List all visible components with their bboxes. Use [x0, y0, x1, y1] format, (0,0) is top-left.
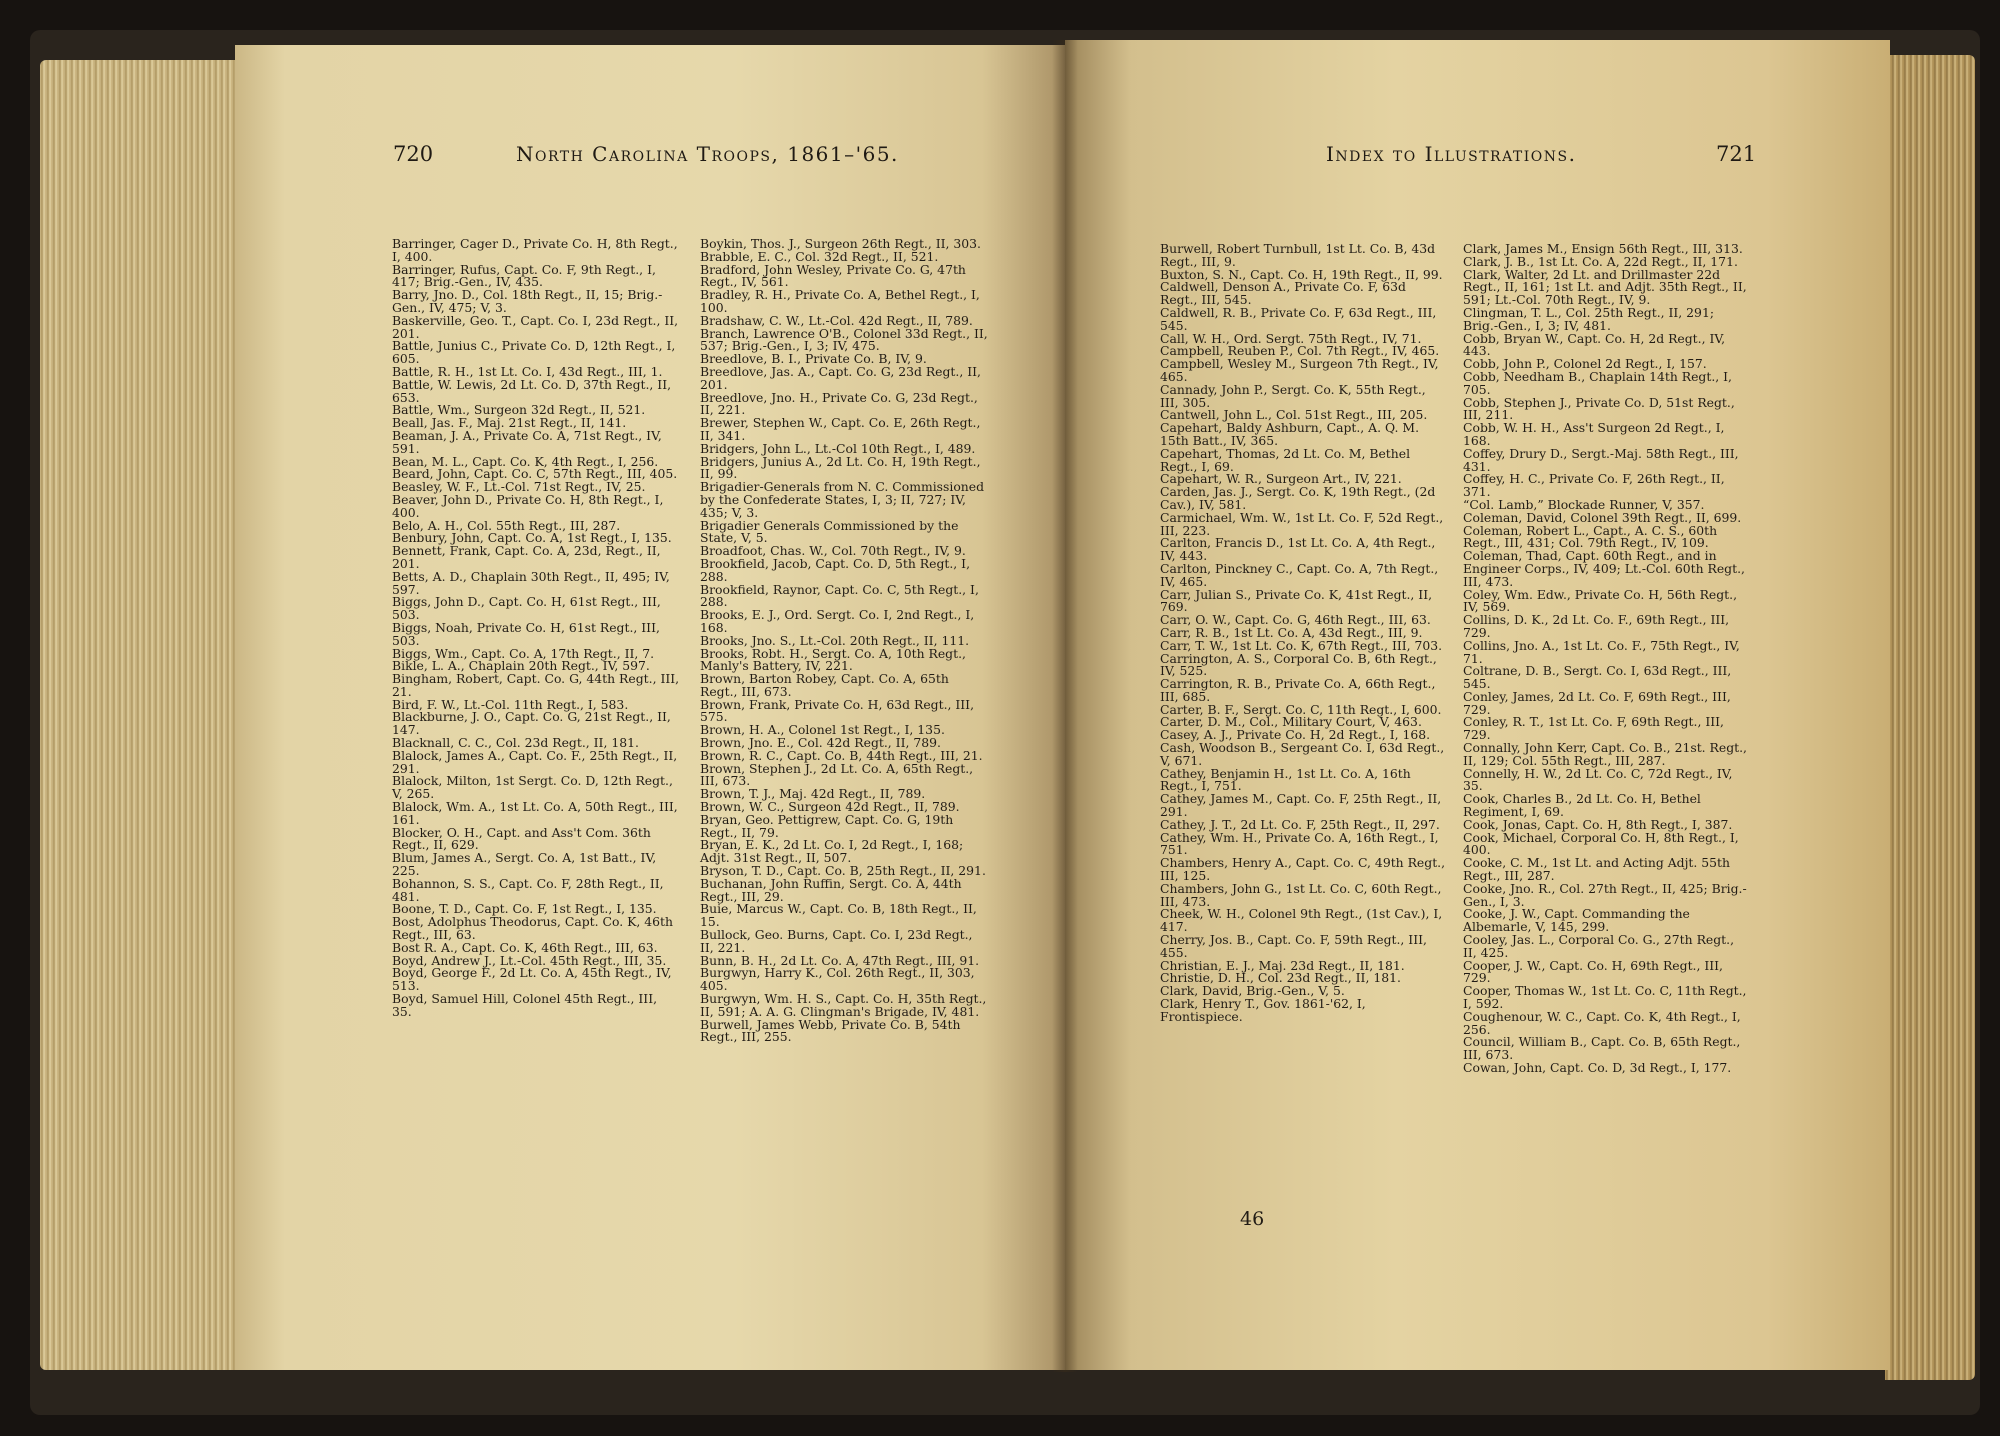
- index-entry: Collins, Jno. A., 1st Lt. Co. F., 75th Regt., IV, 71.: [1463, 637, 1740, 666]
- index-entry: Beaver, John D., Private Co. H, 8th Regt., I, 400.: [392, 491, 664, 520]
- left-page-column-1: [392, 238, 680, 1019]
- index-entry: Bryson, T. D., Capt. Co. B, 25th Regt., II, 291.: [700, 863, 986, 879]
- index-entry: Bradshaw, C. W., Lt.-Col. 42d Regt., II, 789.: [700, 312, 973, 328]
- index-entry: Burwell, James Webb, Private Co. B, 54th Regt., III, 255.: [700, 1016, 961, 1045]
- index-entry: Christie, D. H., Col. 23d Regt., II, 181.: [1160, 970, 1401, 986]
- index-entry: Brooks, E. J., Ord. Sergt. Co. I, 2nd Regt., I, 168.: [700, 607, 975, 635]
- index-entry: Cobb, Needham B., Chaplain 14th Regt., I, 705.: [1463, 368, 1732, 397]
- index-entry: Cathey, Wm. H., Private Co. A, 16th Regt., I, 751.: [1160, 829, 1439, 858]
- index-entry: Carden, Jas. J., Sergt. Co. K, 19th Regt., (2d Cav.), IV, 581.: [1160, 484, 1436, 512]
- index-entry: Blalock, Wm. A., 1st Lt. Co. A, 50th Regt., III, 161.: [392, 799, 678, 827]
- signature-mark: 46: [1240, 1208, 1265, 1230]
- index-entry: Casey, A. J., Private Co. H, 2d Regt., I, 168.: [1160, 727, 1431, 743]
- index-entry: “Col. Lamb,” Blockade Runner, V, 357.: [1463, 496, 1705, 512]
- index-entry: Clark, Henry T., Gov. 1861-'62, I, Frontispiece.: [1160, 996, 1366, 1024]
- index-entry: Benbury, John, Capt. Co. A, 1st Regt., I, 135.: [392, 530, 672, 546]
- index-entry: Coley, Wm. Edw., Private Co. H, 56th Regt., IV, 569.: [1463, 586, 1738, 615]
- index-entry: Biggs, Wm., Capt. Co. A, 17th Regt., II, 7.: [392, 645, 655, 661]
- index-entry: Bennett, Frank, Capt. Co. A, 23d, Regt., II, 201.: [392, 543, 661, 571]
- index-entry: Cathey, James M., Capt. Co. F, 25th Regt., II, 291.: [1160, 791, 1442, 820]
- index-entry: Clark, J. B., 1st Lt. Co. A, 22d Regt., II, 171.: [1463, 253, 1738, 269]
- index-entry: Coltrane, D. B., Sergt. Co. I, 63d Regt., III, 545.: [1463, 663, 1732, 692]
- index-entry: Buie, Marcus W., Capt. Co. B, 18th Regt., II, 15.: [700, 901, 977, 930]
- index-entry: Caldwell, R. B., Private Co. F, 63d Regt., III, 545.: [1160, 304, 1437, 333]
- right-page-column-1: [1160, 243, 1447, 1024]
- index-entry: Bohannon, S. S., Capt. Co. F, 28th Regt., II, 481.: [392, 875, 664, 904]
- index-entry: Brown, H. A., Colonel 1st Regt., I, 135.: [700, 722, 945, 738]
- left-page-column-2: [700, 238, 988, 1044]
- index-entry: Cooley, Jas. L., Corporal Co. G., 27th Regt., II, 425.: [1463, 932, 1735, 960]
- index-entry: Broadfoot, Chas. W., Col. 70th Regt., IV, 9.: [700, 543, 966, 559]
- index-entry: Barringer, Rufus, Capt. Co. F, 9th Regt., I, 417; Brig.-Gen., IV, 435.: [392, 261, 656, 290]
- index-entry: Cooke, J. W., Capt. Commanding the Albemarle, V, 145, 299.: [1463, 906, 1690, 935]
- index-entry: Collins, D. K., 2d Lt. Co. F., 69th Regt., III, 729.: [1463, 612, 1730, 640]
- index-entry: Carrington, A. S., Corporal Co. B, 6th Regt., IV, 525.: [1160, 650, 1437, 679]
- index-entry: Clark, Walter, 2d Lt. and Drillmaster 22d Regt., II, 161; 1st Lt. and Adjt. 35th Regt., II, 591; Lt.-Col. 70th Regt., IV, 9.: [1463, 266, 1747, 308]
- index-entry: Bryan, Geo. Pettigrew, Capt. Co. G, 19th Regt., II, 79.: [700, 811, 954, 840]
- index-entry: Coffey, Drury D., Sergt.-Maj. 58th Regt., III, 431.: [1463, 445, 1739, 474]
- page-edges-left: [40, 60, 255, 1370]
- index-entry: Burwell, Robert Turnbull, 1st Lt. Co. B, 43d Regt., III, 9.: [1160, 241, 1436, 269]
- index-entry: Bunn, B. H., 2d Lt. Co. A, 47th Regt., III, 91.: [700, 952, 980, 968]
- index-entry: Cooke, Jno. R., Col. 27th Regt., II, 425; Brig.-Gen., I, 3.: [1463, 880, 1747, 909]
- book-gutter: [1052, 40, 1078, 1372]
- index-entry: Buchanan, John Ruffin, Sergt. Co. A, 44th Regt., III, 29.: [700, 875, 962, 904]
- index-entry: Caldwell, Denson A., Private Co. F, 63d Regt., III, 545.: [1160, 279, 1406, 308]
- index-entry: Blacknall, C. C., Col. 23d Regt., II, 181.: [392, 735, 639, 751]
- index-entry: Blalock, James A., Capt. Co. F., 25th Regt., II, 291.: [392, 747, 678, 776]
- index-entry: Capehart, Baldy Ashburn, Capt., A. Q. M. 15th Batt., IV, 365.: [1160, 420, 1420, 448]
- index-entry: Campbell, Reuben P., Col. 7th Regt., IV, 465.: [1160, 343, 1440, 359]
- index-entry: Chambers, Henry A., Capt. Co. C, 49th Regt., III, 125.: [1160, 855, 1446, 884]
- right-page-number: 721: [1716, 142, 1757, 166]
- index-entry: Battle, R. H., 1st Lt. Co. I, 43d Regt., III, 1.: [392, 363, 663, 379]
- index-entry: Cantwell, John L., Col. 51st Regt., III, 205.: [1160, 407, 1428, 423]
- index-entry: Carrington, R. B., Private Co. A, 66th Regt., III, 685.: [1160, 676, 1436, 704]
- index-entry: Coleman, Robert L., Capt., A. C. S., 60th Regt., III, 431; Col. 79th Regt., IV, 109.: [1463, 522, 1718, 551]
- index-entry: Carter, B. F., Sergt. Co. C, 11th Regt., I, 600.: [1160, 701, 1442, 717]
- index-entry: Cobb, Bryan W., Capt. Co. H, 2d Regt., IV, 443.: [1463, 330, 1726, 359]
- right-page-column-2: [1463, 243, 1750, 1075]
- index-entry: Carter, D. M., Col., Military Court, V, 463.: [1160, 714, 1422, 730]
- index-entry: Carr, R. B., 1st Lt. Co. A, 43d Regt., III, 9.: [1160, 624, 1423, 640]
- index-entry: Biggs, John D., Capt. Co. H, 61st Regt., III, 503.: [392, 594, 661, 623]
- index-entry: Cook, Michael, Corporal Co. H, 8th Regt., I, 400.: [1463, 829, 1739, 858]
- index-entry: Cannady, John P., Sergt. Co. K, 55th Regt., III, 305.: [1160, 381, 1426, 410]
- index-entry: Baskerville, Geo. T., Capt. Co. I, 23d Regt., II, 201.: [392, 312, 679, 341]
- index-entry: Bryan, E. K., 2d Lt. Co. I, 2d Regt., I, 168; Adjt. 31st Regt., II, 507.: [700, 837, 964, 866]
- left-page-number: 720: [393, 142, 434, 166]
- index-entry: Brooks, Robt. H., Sergt. Co. A, 10th Regt., Manly's Battery, IV, 221.: [700, 645, 966, 674]
- index-entry: Beasley, W. F., Lt.-Col. 71st Regt., IV, 25.: [392, 479, 646, 495]
- index-entry: Clark, James M., Ensign 56th Regt., III, 313.: [1463, 241, 1743, 256]
- index-entry: Connally, John Kerr, Capt. Co. B., 21st. Regt., II, 129; Col. 55th Regt., III, 287.: [1463, 740, 1747, 768]
- index-entry: Conley, R. T., 1st Lt. Co. F, 69th Regt., III, 729.: [1463, 714, 1724, 743]
- index-entry: Blum, James A., Sergt. Co. A, 1st Batt., IV, 225.: [392, 850, 657, 879]
- index-entry: Coughenour, W. C., Capt. Co. K, 4th Regt., I, 256.: [1463, 1008, 1741, 1037]
- index-entry: Bean, M. L., Capt. Co. K, 4th Regt., I, 256.: [392, 453, 659, 469]
- index-entry: Chambers, John G., 1st Lt. Co. C, 60th Regt., III, 473.: [1160, 880, 1442, 909]
- index-entry: Beard, John, Capt. Co. C, 57th Regt., III, 405.: [392, 466, 678, 482]
- index-entry: Cooper, Thomas W., 1st Lt. Co. C, 11th Regt., I, 592.: [1463, 983, 1747, 1012]
- index-entry: Cobb, John P., Colonel 2d Regt., I, 157.: [1463, 356, 1707, 372]
- index-entry: Carr, T. W., 1st Lt. Co. K, 67th Regt., III, 703.: [1160, 637, 1443, 653]
- index-entry: Brown, T. J., Maj. 42d Regt., II, 789.: [700, 786, 926, 802]
- index-entry: Bingham, Robert, Capt. Co. G, 44th Regt., III, 21.: [392, 671, 680, 699]
- index-entry: Carr, Julian S., Private Co. K, 41st Regt., II, 769.: [1160, 586, 1433, 615]
- index-entry: Brown, Stephen J., 2d Lt. Co. A, 65th Regt., III, 673.: [700, 760, 974, 789]
- index-entry: Cooke, C. M., 1st Lt. and Acting Adjt. 55th Regt., III, 287.: [1463, 855, 1731, 884]
- right-running-head: Index to Illustrations.: [1326, 142, 1577, 166]
- index-entry: Barry, Jno. D., Col. 18th Regt., II, 15; Brig.-Gen., IV, 475; V, 3.: [392, 287, 663, 315]
- index-entry: Bikle, L. A., Chaplain 20th Regt., IV, 597.: [392, 658, 650, 674]
- index-entry: Blackburne, J. O., Capt. Co. G, 21st Regt., II, 147.: [392, 709, 671, 738]
- index-entry: Cash, Woodson B., Sergeant Co. I, 63d Regt., V, 671.: [1160, 740, 1445, 768]
- page-edges-right: [1885, 55, 1975, 1380]
- index-entry: Clark, David, Brig.-Gen., V, 5.: [1160, 983, 1345, 999]
- index-entry: Carlton, Pinckney C., Capt. Co. A, 7th Regt., IV, 465.: [1160, 560, 1439, 589]
- index-entry: Boone, T. D., Capt. Co. F, 1st Regt., I, 135.: [392, 901, 657, 917]
- index-entry: Brookfield, Jacob, Capt. Co. D, 5th Regt., I, 288.: [700, 555, 971, 584]
- index-entry: Council, William B., Capt. Co. B, 65th Regt., III, 673.: [1463, 1034, 1741, 1063]
- index-entry: Cheek, W. H., Colonel 9th Regt., (1st Cav.), I, 417.: [1160, 906, 1443, 935]
- index-entry: Bost, Adolphus Theodorus, Capt. Co. K, 46th Regt., III, 63.: [392, 914, 673, 943]
- index-entry: Cherry, Jos. B., Capt. Co. F, 59th Regt., III, 455.: [1160, 932, 1427, 960]
- index-entry: Brown, Jno. E., Col. 42d Regt., II, 789.: [700, 735, 941, 751]
- index-entry: Bradford, John Wesley, Private Co. G, 47th Regt., IV, 561.: [700, 261, 966, 290]
- index-entry: Boyd, Andrew J., Lt.-Col. 45th Regt., III, 35.: [392, 952, 667, 968]
- index-entry: Brown, R. C., Capt. Co. B, 44th Regt., III, 21.: [700, 747, 983, 763]
- index-entry: Boykin, Thos. J., Surgeon 26th Regt., II, 303.: [700, 236, 981, 251]
- index-entry: Campbell, Wesley M., Surgeon 7th Regt., IV, 465.: [1160, 356, 1439, 384]
- index-entry: Christian, E. J., Maj. 23d Regt., II, 181.: [1160, 957, 1405, 973]
- index-entry: Call, W. H., Ord. Sergt. 75th Regt., IV, 71.: [1160, 330, 1422, 346]
- index-entry: Branch, Lawrence O'B., Colonel 33d Regt., II, 537; Brig.-Gen., I, 3; IV, 475.: [700, 325, 988, 354]
- index-entry: Boyd, Samuel Hill, Colonel 45th Regt., III, 35.: [392, 991, 658, 1019]
- index-entry: Cathey, J. T., 2d Lt. Co. F, 25th Regt., II, 297.: [1160, 816, 1440, 832]
- index-entry: Blalock, Milton, 1st Sergt. Co. D, 12th Regt., V, 265.: [392, 773, 673, 802]
- index-entry: Blocker, O. H., Capt. and Ass't Com. 36th Regt., II, 629.: [392, 824, 651, 853]
- index-entry: Coffey, H. C., Private Co. F, 26th Regt., II, 371.: [1463, 471, 1725, 500]
- index-entry: Betts, A. D., Chaplain 30th Regt., II, 495; IV, 597.: [392, 568, 670, 597]
- index-entry: Coleman, David, Colonel 39th Regt., II, 699.: [1463, 509, 1742, 525]
- index-entry: Bird, F. W., Lt.-Col. 11th Regt., I, 583.: [392, 696, 629, 712]
- index-entry: Brabble, E. C., Col. 32d Regt., II, 521.: [700, 248, 939, 264]
- index-entry: Battle, Junius C., Private Co. D, 12th Regt., I, 605.: [392, 338, 676, 367]
- index-entry: Beaman, J. A., Private Co. A, 71st Regt., IV, 591.: [392, 427, 662, 456]
- index-entry: Biggs, Noah, Private Co. H, 61st Regt., III, 503.: [392, 619, 660, 648]
- index-entry: Bost R. A., Capt. Co. K, 46th Regt., III, 63.: [392, 939, 658, 955]
- index-entry: Battle, W. Lewis, 2d Lt. Co. D, 37th Regt., II, 653.: [392, 376, 672, 405]
- index-entry: Cook, Jonas, Capt. Co. H, 8th Regt., I, 387.: [1463, 816, 1733, 832]
- index-entry: Breedlove, B. I., Private Co. B, IV, 9.: [700, 351, 927, 367]
- index-entry: Connelly, H. W., 2d Lt. Co. C, 72d Regt., IV, 35.: [1463, 765, 1733, 794]
- index-entry: Cook, Charles B., 2d Lt. Co. H, Bethel Regiment, I, 69.: [1463, 791, 1701, 820]
- index-entry: Brown, W. C., Surgeon 42d Regt., II, 789.: [700, 799, 960, 815]
- index-entry: Boyd, George F., 2d Lt. Co. A, 45th Regt., IV, 513.: [392, 965, 672, 994]
- index-entry: Coleman, Thad, Capt. 60th Regt., and in Engineer Corps., IV, 409; Lt.-Col. 60th Regt., III, 473.: [1463, 548, 1745, 589]
- index-entry: Capehart, W. R., Surgeon Art., IV, 221.: [1160, 471, 1402, 487]
- index-entry: Barringer, Cager D., Private Co. H, 8th Regt., I, 400.: [392, 236, 678, 264]
- index-entry: Capehart, Thomas, 2d Lt. Co. M, Bethel Regt., I, 69.: [1160, 445, 1411, 474]
- index-entry: Brewer, Stephen W., Capt. Co. E, 26th Regt., II, 341.: [700, 415, 981, 443]
- index-entry: Burgwyn, Wm. H. S., Capt. Co. H, 35th Regt., II, 591; A. A. G. Clingman's Brigade, IV, 481.: [700, 991, 987, 1019]
- index-entry: Cooper, J. W., Capt. Co. H, 69th Regt., III, 729.: [1463, 957, 1723, 986]
- index-entry: Breedlove, Jas. A., Capt. Co. G, 23d Regt., II, 201.: [700, 363, 981, 392]
- index-entry: Clingman, T. L., Col. 25th Regt., II, 291; Brig.-Gen., I, 3; IV, 481.: [1463, 304, 1714, 333]
- index-entry: Conley, James, 2d Lt. Co. F, 69th Regt., III, 729.: [1463, 688, 1731, 717]
- index-entry: Brown, Barton Robey, Capt. Co. A, 65th Regt., III, 673.: [700, 671, 949, 699]
- left-running-head: North Carolina Troops, 1861–'65.: [516, 142, 899, 166]
- index-entry: Carr, O. W., Capt. Co. G, 46th Regt., III, 63.: [1160, 612, 1431, 628]
- index-entry: Bradley, R. H., Private Co. A, Bethel Regt., I, 100.: [700, 287, 980, 315]
- index-entry: Cobb, W. H. H., Ass't Surgeon 2d Regt., I, 168.: [1463, 420, 1725, 448]
- index-entry: Carmichael, Wm. W., 1st Lt. Co. F, 52d Regt., III, 223.: [1160, 509, 1444, 538]
- index-entry: Burgwyn, Harry K., Col. 26th Regt., II, 303, 405.: [700, 965, 975, 994]
- index-entry: Bridgers, John L., Lt.-Col 10th Regt., I, 489.: [700, 440, 976, 456]
- index-entry: Beall, Jas. F., Maj. 21st Regt., II, 141.: [392, 415, 627, 431]
- index-entry: Cowan, John, Capt. Co. D, 3d Regt., I, 177.: [1463, 1060, 1732, 1075]
- index-entry: Breedlove, Jno. H., Private Co. G, 23d Regt., II, 221.: [700, 389, 978, 418]
- index-entry: Bridgers, Junius A., 2d Lt. Co. H, 19th Regt., II, 99.: [700, 453, 981, 482]
- index-entry: Carlton, Francis D., 1st Lt. Co. A, 4th Regt., IV, 443.: [1160, 535, 1436, 564]
- index-entry: Bullock, Geo. Burns, Capt. Co. I, 23d Regt., II, 221.: [700, 927, 973, 955]
- index-entry: Buxton, S. N., Capt. Co. H, 19th Regt., II, 99.: [1160, 266, 1443, 282]
- index-entry: Brookfield, Raynor, Capt. Co. C, 5th Regt., I, 288.: [700, 581, 979, 610]
- index-entry: Brown, Frank, Private Co. H, 63d Regt., III, 575.: [700, 696, 975, 725]
- index-entry: Brigadier Generals Commissioned by the State, V, 5.: [700, 517, 959, 546]
- index-entry: Brigadier-Generals from N. C. Commissioned by the Confederate States, I, 3; II, 727; IV, 435; V, 3.: [700, 479, 985, 520]
- index-entry: Belo, A. H., Col. 55th Regt., III, 287.: [392, 517, 621, 533]
- index-entry: Brooks, Jno. S., Lt.-Col. 20th Regt., II, 111.: [700, 632, 970, 648]
- index-entry: Cobb, Stephen J., Private Co. D, 51st Regt., III, 211.: [1463, 394, 1735, 423]
- index-entry: Cathey, Benjamin H., 1st Lt. Co. A, 16th Regt., I, 751.: [1160, 765, 1411, 794]
- index-entry: Battle, Wm., Surgeon 32d Regt., II, 521.: [392, 402, 646, 418]
